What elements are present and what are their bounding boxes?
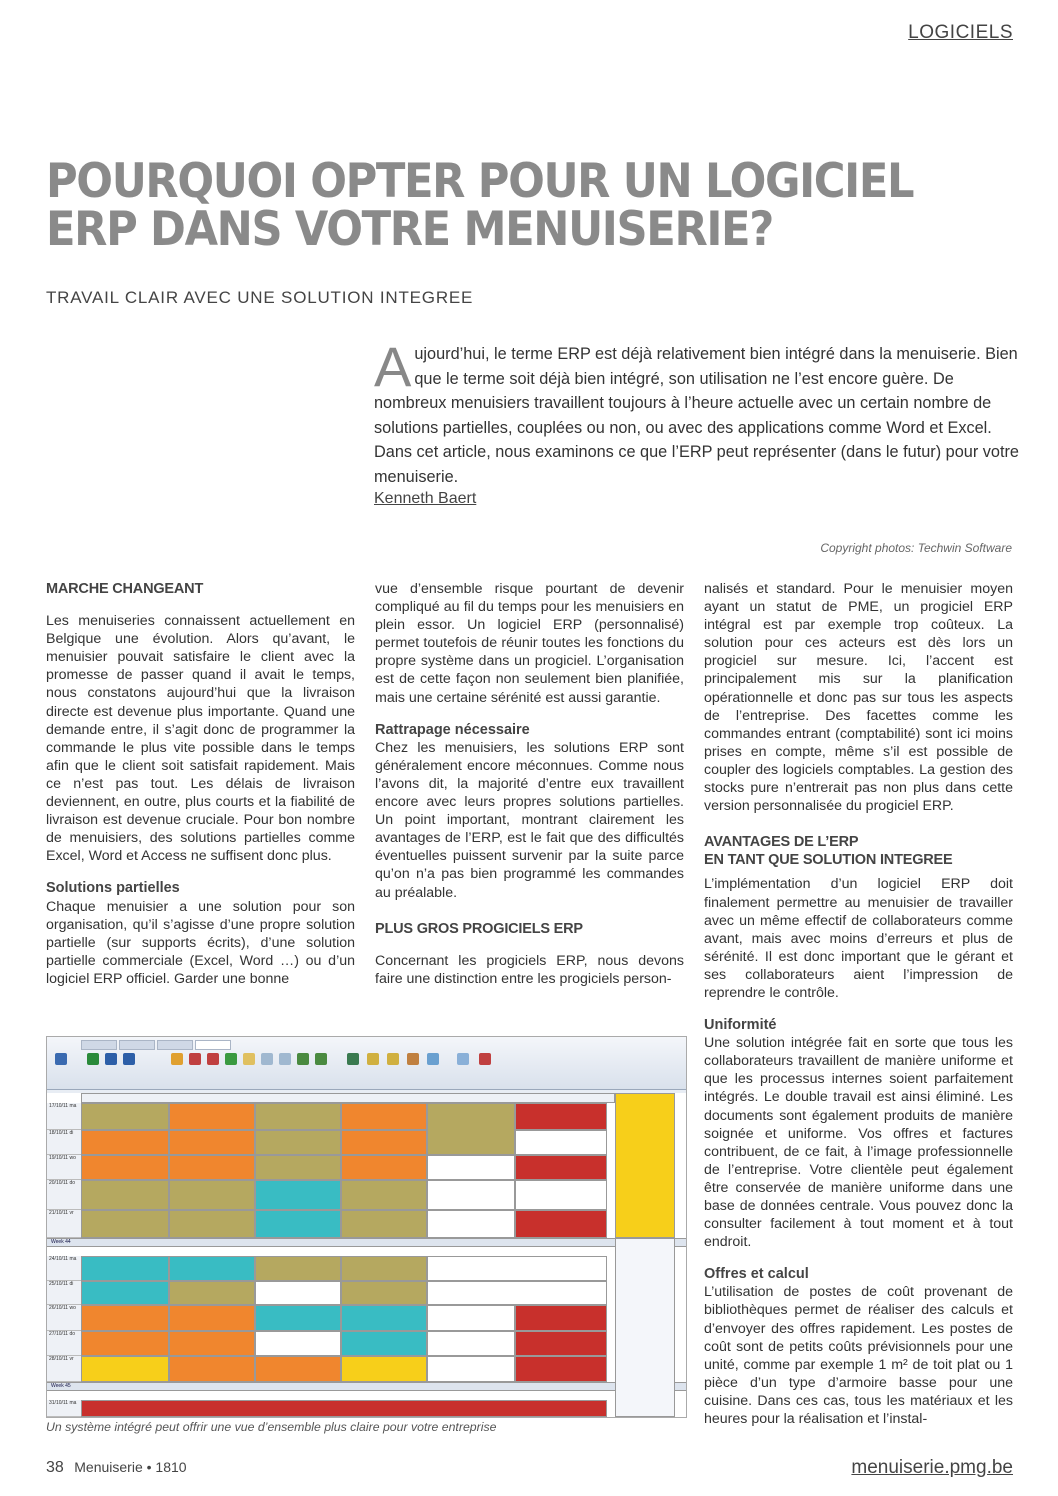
unlock-icon xyxy=(387,1053,399,1065)
heading-uniformite: Uniformité xyxy=(704,1017,777,1034)
date-label: 27/10/11 do xyxy=(47,1331,81,1356)
move-icon xyxy=(261,1053,273,1065)
article-title: POURQUOI OPTER POUR UN LOGICIEL ERP DANS VOTRE MENUISERIE? xyxy=(46,154,914,257)
section-tag[interactable]: LOGICIELS xyxy=(908,22,1013,43)
task-cell xyxy=(169,1331,255,1356)
publication-issue: Menuiserie • 1810 xyxy=(74,1459,187,1475)
task-cell xyxy=(515,1155,607,1180)
task-cell xyxy=(169,1356,255,1382)
print-icon xyxy=(407,1053,419,1065)
plan-icon-2 xyxy=(315,1053,327,1065)
date-label: 31/10/11 ma xyxy=(47,1400,81,1417)
date-label: 21/10/11 vr xyxy=(47,1210,81,1238)
paragraph-continuation: vue d’ensemble risque pourtant de devenir compliqué au fil du temps pour les menuisiers en plein essor. Un logiciel ERP (personnalisé) permet toutefois de réunir toutes les fonctions du propre système dans un progiciel. L’organisation est de cette façon non seulement bien planifiée, mais une certaine sérénité est aussi garantie. xyxy=(375,581,684,706)
task-cell xyxy=(255,1155,341,1180)
task-cell xyxy=(81,1356,169,1382)
task-cell xyxy=(427,1331,515,1356)
task-cell xyxy=(515,1305,607,1331)
task-cell xyxy=(81,1180,169,1210)
task-cell xyxy=(515,1210,607,1238)
column-2 xyxy=(375,580,684,988)
task-cell xyxy=(341,1130,427,1155)
paragraph-rattrapage: Chez les menuisiers, les solutions ERP sont généralement encore méconnues. Comme nous l’avons dit, la majorité d’entre eux travaillent encore avec leurs propres solutions partielles. Un point important, montrant clairement les avantages de l’ERP, est le fait que des difficultés éventuelles puissent survenir par la suite parce qu’on n’a pas bien programmé les commandes au préalable. xyxy=(375,739,684,901)
task-cell xyxy=(427,1103,515,1155)
heading-progiciels: PLUS GROS PROGICIELS ERP xyxy=(375,920,583,937)
task-cell xyxy=(341,1356,427,1382)
close-icon xyxy=(55,1053,67,1065)
task-cell xyxy=(255,1130,341,1155)
heading-avantages-line2: EN TANT QUE SOLUTION INTEGREE xyxy=(704,852,953,869)
lead-text: ujourd’hui, le terme ERP est déjà relativement bien intégré dans la menuiserie. Bien que le terme soit déjà bien intégré, son utilisation ne l’est encore guère. De nombreux menuisiers travaillent toujours à l’heure actuelle avec un certain nombre de solutions partielles, couplées ou non, ou avec des applications comme Word et Excel. Dans cet article, nous examinons ce que l’ERP peut représenter (dans le futur) pour votre menuiserie. xyxy=(374,345,1019,486)
task-cell xyxy=(341,1180,427,1210)
task-cell xyxy=(81,1210,169,1238)
backlog-panel[interactable] xyxy=(615,1093,675,1238)
task-cell xyxy=(255,1305,341,1331)
week-45-bar[interactable]: Week 45 xyxy=(47,1382,686,1391)
task-cell xyxy=(169,1155,255,1180)
task-cell xyxy=(255,1180,341,1210)
production-icon xyxy=(189,1053,201,1065)
paragraph-progiciels: Concernant les progiciels ERP, nous devons faire une distinction entre les progiciels person- xyxy=(375,952,684,987)
task-cell xyxy=(427,1155,515,1180)
arrow-down-icon xyxy=(105,1053,117,1065)
task-cell xyxy=(255,1256,341,1281)
author-link[interactable]: Kenneth Baert xyxy=(374,490,477,507)
planning-grid xyxy=(47,1093,686,1417)
task-cell xyxy=(515,1331,607,1356)
backlog-panel-empty xyxy=(615,1238,675,1417)
task-cell xyxy=(427,1210,515,1238)
heading-marche-changeant: MARCHE CHANGEANT xyxy=(46,581,204,597)
move-icon-2 xyxy=(279,1053,291,1065)
dropcap: A xyxy=(374,335,412,398)
task-cell xyxy=(169,1210,255,1238)
date-label: 17/10/11 ma xyxy=(47,1103,81,1130)
heading-rattrapage: Rattrapage nécessaire xyxy=(375,721,530,738)
task-cell xyxy=(169,1281,255,1305)
task-cell xyxy=(255,1331,341,1356)
task-cell xyxy=(81,1305,169,1331)
date-label: 20/10/11 do xyxy=(47,1180,81,1210)
paragraph-uniformite: Une solution intégrée fait en sorte que tous les collaborateurs travaillent de manière uniforme et que les processus internes soient parfaitement intégrés. Le double travail est ainsi éliminé. Les documents sont également produits de manière soignée et uniforme. Vos offres et factures contribuent, de ce fait, à l’image professionnelle de l’entreprise. Votre clientèle peut également être conservée de manière uniforme dans une base de données centrale. Vous pouvez donc la consulter facilement à tout moment et à tout endroit. xyxy=(704,1035,1013,1251)
task-cell xyxy=(427,1305,515,1331)
date-label: 19/10/11 wo xyxy=(47,1155,81,1180)
photo-copyright: Copyright photos: Techwin Software xyxy=(820,541,1012,555)
paragraph-avantages: L’implémentation d’un logiciel ERP doit finalement permettre au menuisier de travailler avec un même effectif de collaborateurs comme avant, mais avec moins d’erreurs et plus de sérénité. Il est donc important que le gérant et ses collaborateurs aient l’impression de reprendre le contrôle. xyxy=(704,876,1013,1001)
date-label: 24/10/11 ma xyxy=(47,1256,81,1281)
task-cell xyxy=(169,1130,255,1155)
paragraph-offres: L’utilisation de postes de coût provenant de bibliothèques permet de réaliser des calculs et d’envoyer des offres rapidement. Les postes de coût sont de petits coûts prévisionnels pour une unité, comme par exemple 1 m² de toit plat ou 1 pièce d’un type d’armoire basse pour une cuisine. Dans ces cas, tous les matériaux et les heures pour la réalisation et l’instal- xyxy=(704,1284,1013,1428)
task-cell xyxy=(515,1103,607,1130)
column-1 xyxy=(46,580,355,988)
ribbon-tabs xyxy=(81,1040,231,1049)
task-cell xyxy=(515,1356,607,1382)
task-cell xyxy=(81,1256,169,1281)
task-cell xyxy=(341,1210,427,1238)
task-cell xyxy=(81,1155,169,1180)
task-cell xyxy=(169,1256,255,1281)
navigate-icon xyxy=(123,1053,135,1065)
task-cell xyxy=(515,1130,607,1155)
task-cell xyxy=(341,1305,427,1331)
task-cell xyxy=(427,1356,515,1382)
paragraph-marche: Les menuiseries connaissent actuellement en Belgique une évolution. Alors qu’avant, le menuisier pouvait satisfaire le client avec la promesse de passer quand il avait le temps, nous constatons aujourd’hui que la livraison directe est devenue plus importante. Quand une demande entre, il s’agit donc de programmer la commande le plus vite possible dans le temps afin que le client soit satisfait rapidement. Mais ce n’est pas tout. Les délais de livraison deviennent, en outre, plus courts et la fiabilité de livraison est devenue cruciale. Pour bon nombre de menuisiers, des solutions partielles comme Excel, Word et Access ne suffisent donc plus. xyxy=(46,613,355,865)
task-cell xyxy=(169,1103,255,1130)
task-cell xyxy=(81,1103,169,1130)
task-cell xyxy=(341,1155,427,1180)
week-icon xyxy=(457,1053,469,1065)
task-cell xyxy=(515,1180,607,1210)
paragraph-continuation-3: nalisés et standard. Pour le menuisier moyen ayant un statut de PME, un progiciel ERP intégral est par exemple trop coûteux. La solution pour ces acteurs est dès lors un progiciel sur mesure. Ici, l’accent est principalement mis sur la planification opérationnelle et donc pas sur tous les aspects de l’entreprise. Des facettes comme les commandes entrant (comptabilité) sont ici moins prises en compte, même s’il est possible de coupler des logiciels comptables. La gestion des stocks pure n’entrerait pas non plus dans cette version personnalisée du progiciel ERP. xyxy=(704,581,1013,815)
task-cell xyxy=(81,1331,169,1356)
date-label: 26/10/11 wo xyxy=(47,1305,81,1331)
heading-solutions-partielles: Solutions partielles xyxy=(46,880,180,897)
employee-header-row xyxy=(81,1093,615,1103)
task-cell xyxy=(427,1180,515,1210)
date-label: 25/10/11 di xyxy=(47,1281,81,1305)
task-cell xyxy=(81,1281,169,1305)
paragraph-solutions: Chaque menuisier a une solution pour son organisation, qu’il s’agisse d’une propre solution partielle (sur supports écrits), d’une solution partielle commerciale (Excel, Word …) ou d’un logiciel ERP officiel. Garder une bonne xyxy=(46,898,355,987)
page-footer xyxy=(46,1459,187,1477)
task-cell xyxy=(427,1256,607,1281)
detail-icon xyxy=(207,1053,219,1065)
employees-icon xyxy=(347,1053,359,1065)
task-cell xyxy=(255,1103,341,1130)
refresh-icon xyxy=(479,1053,491,1065)
website-link[interactable]: menuiserie.pmg.be xyxy=(851,1457,1013,1478)
shield-icon xyxy=(225,1053,237,1065)
date-label: 18/10/11 di xyxy=(47,1130,81,1155)
column-3 xyxy=(704,580,1013,1428)
task-cell xyxy=(255,1210,341,1238)
heading-offres-calcul: Offres et calcul xyxy=(704,1266,809,1283)
plan-icon xyxy=(297,1053,309,1065)
copy-icon xyxy=(243,1053,255,1065)
planning-software-screenshot xyxy=(46,1036,687,1418)
task-cell xyxy=(81,1130,169,1155)
heading-avantages-line1: AVANTAGES DE L’ERP xyxy=(704,834,859,851)
article-subtitle: TRAVAIL CLAIR AVEC UNE SOLUTION INTEGREE xyxy=(46,288,474,307)
software-ribbon xyxy=(47,1037,686,1090)
task-cell xyxy=(169,1305,255,1331)
task-cell xyxy=(81,1400,607,1417)
task-cell xyxy=(427,1281,607,1305)
task-cell xyxy=(341,1256,427,1281)
lead-paragraph xyxy=(374,335,1020,490)
task-cell xyxy=(255,1356,341,1382)
globe-icon xyxy=(427,1053,439,1065)
figure-caption: Un système intégré peut offrir une vue d’ensemble plus claire pour votre entreprise xyxy=(46,1420,497,1434)
week-44-bar[interactable]: Week 44 xyxy=(47,1238,686,1247)
task-cell xyxy=(341,1281,427,1305)
task-cell xyxy=(341,1103,427,1130)
todo-icon xyxy=(171,1053,183,1065)
lock-icon xyxy=(367,1053,379,1065)
task-cell xyxy=(341,1331,427,1356)
date-label: 28/10/11 vr xyxy=(47,1356,81,1382)
task-cell xyxy=(169,1180,255,1210)
page-number: 38 xyxy=(46,1459,64,1476)
task-cell xyxy=(255,1281,341,1305)
arrow-up-icon xyxy=(87,1053,99,1065)
